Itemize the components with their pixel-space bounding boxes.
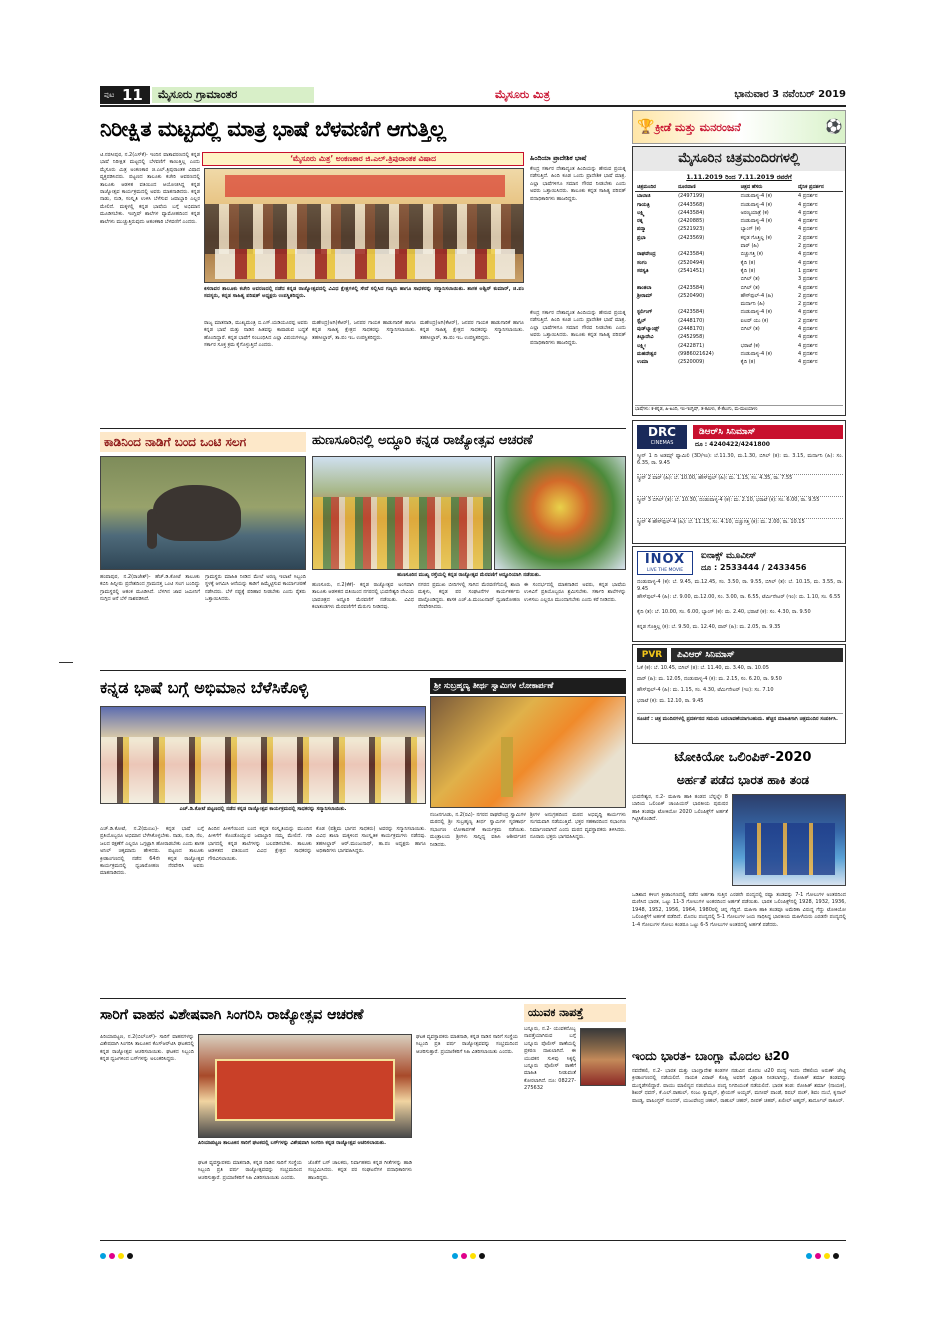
theatre-cell: (2452958) bbox=[678, 334, 705, 341]
theatre-cell: ರತ್ನ bbox=[637, 218, 643, 225]
inox-line-1: ದಂಡುಪಾಳ್ಯ-4 (ಕ): ಬೆ. 9.45, ಮ.12.45, ಸಂ. 3.50, ರಾ. 9.55, ಬಿಗಿಲ್ (ತ): ಬೆ. 10.15, ಮ. 3.55, ರಾ. 9.45 bbox=[637, 579, 843, 593]
rule-main-bottom bbox=[100, 428, 626, 429]
main-side-body: ಕೇಂದ್ರ ಸರ್ಕಾರ ದೇಶಾದ್ಯಂತ ಹಿಂದಿಯನ್ನು ಹೇರುವ ಪ್ರಯತ್ನ ನಡೆಸುತ್ತಿದೆ. ಹಿಂದಿ ಕೂಡ ಒಂದು ಪ್ರಾದೇಶಿಕ ಭಾಷೆ ಮಾತ್ರ. ಎಲ್ಲಾ ಭಾಷೆಗಳಿಗೂ ಸಮಾನ ಗೌರವ ನೀಡಬೇಕು ಎಂದು ಅವರು ಒತ್ತಾಯಿಸಿದರು. ತಾಲೂಕು ಕನ್ನಡ ಸಾಹಿತ್ಯ ಪರಿಷತ್ ಪದಾಧಿಕಾರಿಗಳು ಹಾಜರಿದ್ದರು. bbox=[530, 166, 626, 202]
theatre-cell: 4 ಪ್ರದರ್ಶನ bbox=[798, 342, 818, 349]
dot-yellow bbox=[470, 1253, 476, 1259]
theatre-cell: 4 ಪ್ರದರ್ಶನ bbox=[798, 359, 818, 366]
rule-bottom bbox=[100, 1240, 846, 1241]
theatre-cell: ಪದ್ಮಾ bbox=[637, 226, 646, 233]
theatre-cell: ದಂಡುಪಾಳ್ಯ-4 (ಕ) bbox=[740, 309, 772, 316]
drc-box bbox=[632, 420, 846, 544]
sports-banner-text: ಕ್ರೀಡೆ ಮತ್ತು ಮನರಂಜನೆ bbox=[655, 121, 741, 134]
theatre-cell bbox=[676, 242, 739, 250]
theatre-cell: ಸ್ಟರ್ಲಿಂಗ್ bbox=[637, 309, 653, 316]
elephant-photo bbox=[100, 456, 306, 570]
masthead-rule bbox=[100, 105, 846, 107]
main-photo bbox=[204, 168, 524, 283]
dot-cyan bbox=[452, 1253, 458, 1259]
olympic-kicker: ಟೋಕಿಯೋ ಒಲಿಂಪಿಕ್-2020 bbox=[674, 750, 812, 765]
theatre-cell: ಗಾಯತ್ರಿ bbox=[637, 201, 650, 208]
temple-body-col1: ನಂಜನಗೂಡು, ನ.2(ರವಿ)- ನಗರದ ರಾಘವೇಂದ್ರ ಸ್ವಾಮಿಗಳ ಮಠದಲ್ಲಿ ಶ್ರೀ ಸುಬ್ರಹ್ಮಣ್ಯ ತೀರ್ಥ ಸ್ವಾಮಿಗಳ ಸ್ಮರಣಾರ್ಥ ಸಭಾಂಗಣ ಲೋಕಾರ್ಪಣೆ ಕಾರ್ಯಕ್ರಮ ನಡೆಯಿತು. ಮಂತ್ರಾಲಯ ಶ್ರೀಗಳು ಸಾನ್ನಿಧ್ಯ ವಹಿಸಿ ಆಶೀರ್ವಚನ ನೀಡಿದರು. bbox=[430, 812, 526, 848]
inox-logo-sub: LIVE THE MOVIE bbox=[646, 568, 684, 573]
main-body-col2: ರಾಜ್ಯ ಮಾತನಾಡಿ, ಮುಖ್ಯಮಂತ್ರಿ ಬಿ.ಎಸ್.ಯಡಿಯೂರಪ್ಪ ಅವರು ಕನ್ನಡ ಭಾಷೆ ಮತ್ತು ನಾಡಿನ ಹಿತವನ್ನು ಕಾಪಾಡುವ ಬದ್ಧತೆ ಹೊಂದಿದ್ದಾರೆ. ಕನ್ನಡ ಭಾಷೆಗೆ ಸಂಬಂಧಿಸಿದ ಎಲ್ಲಾ ವಿಷಯಗಳಲ್ಲೂ ಸರ್ಕಾರ ಸೂಕ್ತ ಕ್ರಮ ಕೈಗೊಳ್ಳುತ್ತಿದೆ ಎಂದರು. bbox=[204, 320, 308, 349]
theatre-cell: ಶಾಂತಲಾ bbox=[637, 284, 652, 291]
theatre-cell: ಕೈದಿ (ತ) bbox=[740, 267, 756, 274]
inox-line-3: ಕೈದಿ (ತ): ಬೆ. 10.00, ಸಂ. 6.00, ಬ್ಯಾಂಗ್ (ಕ): ಮ. 2.40, ಭರಾಟೆ (ಕ): ಸಂ. 4.30, ರಾ. 9.50 bbox=[637, 609, 811, 615]
theatre-cell: (2423584) bbox=[678, 284, 705, 291]
theatre-cell: 4 ಪ್ರದರ್ಶನ bbox=[798, 209, 818, 216]
theatre-cell: ಶ್ರೀರಾಮ್ bbox=[637, 292, 653, 299]
drc-logo-sub: CINEMAS bbox=[650, 440, 674, 446]
dot-black bbox=[127, 1253, 133, 1259]
theatre-cell: (2423584) bbox=[678, 309, 705, 316]
theatre-cell: (2541451) bbox=[678, 267, 705, 274]
inox-schedule bbox=[637, 579, 843, 639]
theatre-cell bbox=[676, 300, 739, 308]
hockey-players bbox=[745, 823, 835, 875]
theatre-row bbox=[635, 234, 843, 242]
photo-seated-row bbox=[215, 249, 515, 279]
theatre-cell: ಲಕ್ಷ್ಮಿ bbox=[637, 209, 645, 216]
theatre-cell: ಕೈದಿ (ತ) bbox=[740, 259, 756, 266]
dot-magenta bbox=[815, 1253, 821, 1259]
theatre-row bbox=[635, 217, 843, 225]
theatre-row bbox=[635, 250, 843, 258]
theatre-cell: (2443584) bbox=[678, 209, 705, 216]
theatre-cell: 4 ಪ್ರದರ್ಶನ bbox=[798, 334, 818, 341]
vehicle-body-col2: ಘಟಕ ವ್ಯವಸ್ಥಾಪಕರು ಮಾತನಾಡಿ, ಕನ್ನಡ ನಾಡಿನ ಸಾರಿಗೆ ಸಂಸ್ಥೆಯ ಸಿಬ್ಬಂದಿ ಪ್ರತಿ ವರ್ಷ ರಾಜ್ಯೋತ್ಸವವನ್ನು ಸಂಭ್ರಮದಿಂದ ಆಚರಿಸುತ್ತಾರೆ. ಪ್ರಯಾಣಿಕರಿಗೆ ಸಿಹಿ ವಿತರಿಸಲಾಯಿತು ಎಂದರು. bbox=[198, 1160, 302, 1181]
theatre-cell: 4 ಪ್ರದರ್ಶನ bbox=[798, 251, 818, 258]
vehicle-photo bbox=[198, 1034, 412, 1138]
t20-body: ನವದೆಹಲಿ, ನ.2- ಭಾರತ ಮತ್ತು ಬಾಂಗ್ಲಾದೇಶ ತಂಡಗಳ ನಡುವಿನ ಮೊದಲ ಟಿ20 ಪಂದ್ಯ ಇಂದು ದೆಹಲಿಯ ಅರುಣ್ ಜೇಟ್ಲಿ ಕ್ರೀಡಾಂಗಣದಲ್ಲಿ ನಡೆಯಲಿದೆ. ನಾಯಕ ವಿರಾಟ್ ಕೊಹ್ಲಿ ಅವರಿಗೆ ವಿಶ್ರಾಂತಿ ನೀಡಲಾಗಿದ್ದು, ರೋಹಿತ್ ಶರ್ಮಾ ತಂಡವನ್ನು ಮುನ್ನಡೆಸಲಿದ್ದಾರೆ. ವಾಯು ಮಾಲಿನ್ಯದ ನಡುವೆಯೂ ಪಂದ್ಯ ನಿಗದಿಯಂತೆ ನಡೆಯಲಿದೆ. ಭಾರತ ತಂಡ: ರೋಹಿತ್ ಶರ್ಮಾ (ನಾಯಕ), ಶಿಖರ್ ಧವನ್, ಕೆ.ಎಲ್.ರಾಹುಲ್, ಸಂಜು ಸ್ಯಾಮ್ಸನ್, ಶ್ರೇಯಸ್ ಅಯ್ಯರ್, ಮನೀಷ್ ಪಾಂಡೆ, ರಿಷಭ್ ಪಂತ್, ಶಿವಂ ದುಬೆ, ಕೃನಾಲ್ ಪಾಂಡ್ಯ, ವಾಷಿಂಗ್ಟನ್ ಸುಂದರ್, ಯಜುವೇಂದ್ರ ಚಹಲ್, ರಾಹುಲ್ ಚಹರ್, ದೀಪಕ್ ಚಹರ್, ಖಲೀಲ್ ಅಹ್ಮದ್, ಶಾರ್ದೂಲ್ ಠಾಕೂರ್. bbox=[632, 1068, 846, 1104]
page-number-box bbox=[100, 86, 150, 104]
temple-photo bbox=[430, 696, 626, 808]
theatre-box bbox=[632, 146, 846, 416]
pride-people bbox=[101, 737, 426, 803]
theatre-header-cell: ದೂರವಾಣಿ bbox=[676, 183, 739, 192]
photo-banner-text: ‘ಮೈಸೂರು ಮಿತ್ರ’ ಅಂಕಣಕಾರ ಜಿ.ಎಲ್.ತ್ರಿಪುರಾಂತಕ ವಿಷಾದ bbox=[290, 154, 436, 163]
drc-schedule bbox=[637, 453, 843, 541]
theatre-cell: ಪ್ರಭಾ bbox=[637, 234, 646, 241]
elephant-trunk bbox=[147, 509, 157, 549]
drc-title: ಡಿಆರ್‌ಸಿ ಸಿನಿಮಾಸ್ bbox=[693, 425, 843, 439]
hunsur-body-col3: ಈ ಸಂದರ್ಭದಲ್ಲಿ ಮಾತನಾಡಿದ ಅವರು, ಕನ್ನಡ ಭಾಷೆಯ ಉಳಿವಿಗೆ ಪ್ರತಿಯೊಬ್ಬರೂ ಶ್ರಮಿಸಬೇಕು. ಸರ್ಕಾರಿ ಶಾಲೆಗಳನ್ನು ಉಳಿಸಲು ಎಲ್ಲರೂ ಮುಂದಾಗಬೇಕು ಎಂದು ಕರೆ ನೀಡಿದರು. bbox=[524, 582, 626, 603]
page-number: 11 bbox=[122, 86, 143, 104]
dot-cyan bbox=[100, 1253, 106, 1259]
theatre-cell: ಅರಣ್ಯಯಾತ್ರೆ (ಕ) bbox=[740, 209, 769, 216]
pvr-line-3: ಹೌಸ್‌ಫುಲ್-4 (ಹಿ): ಮ. 1.15, ಸಂ. 4.30, ಟೆರ್ಮಿನೇಟರ್ (ಇಂ): ಸಂ. 7.10 bbox=[637, 687, 774, 693]
theatre-cell: ಭರಾಟೆ (ಕ) bbox=[740, 342, 760, 349]
rule-mid bbox=[100, 670, 626, 671]
sports-banner bbox=[632, 110, 846, 144]
theatre-row bbox=[635, 358, 843, 366]
main-body-col1: ಟಿ.ನರಸೀಪುರ, ನ.2(ಎಸ್‌ಕೆ)- ಇಂದಿನ ವಾತಾವರಣದಲ್ಲಿ ಕನ್ನಡ ಭಾಷೆ ನಿರೀಕ್ಷಿತ ಮಟ್ಟದಲ್ಲಿ ಬೆಳವಣಿಗೆ ಕಾಣುತ್ತಿಲ್ಲ ಎಂದು ಮೈಸೂರು ಮಿತ್ರ ಅಂಕಣಕಾರ ಜಿ.ಎಲ್.ತ್ರಿಪುರಾಂತಕ ವಿಷಾದ ವ್ಯಕ್ತಪಡಿಸಿದರು. ಪಟ್ಟಣದ ತಾಲೂಕು ಕಚೇರಿ ಆವರಣದಲ್ಲಿ ತಾಲೂಕು ಆಡಳಿತ ವತಿಯಿಂದ ಆಯೋಜಿಸಿದ್ದ ಕನ್ನಡ ರಾಜ್ಯೋತ್ಸವ ಕಾರ್ಯಕ್ರಮದಲ್ಲಿ ಅವರು ಮಾತನಾಡಿದರು. ಕನ್ನಡ ನಾಡು, ನುಡಿ, ಸಂಸ್ಕೃತಿ ಉಳಿಸಿ ಬೆಳೆಸುವ ಜವಾಬ್ದಾರಿ ಎಲ್ಲರ ಮೇಲಿದೆ. ಮಕ್ಕಳಲ್ಲಿ ಕನ್ನಡ ಭಾಷೆಯ ಬಗ್ಗೆ ಅಭಿಮಾನ ಮೂಡಿಸಬೇಕು. ಇಂಗ್ಲಿಷ್ ಶಾಲೆಗಳ ವ್ಯಾಮೋಹದಿಂದ ಕನ್ನಡ ಶಾಲೆಗಳು ಮುಚ್ಚುತ್ತಿರುವುದು ಆತಂಕಕಾರಿ ಬೆಳವಣಿಗೆ ಎಂದರು. bbox=[100, 152, 200, 225]
hunsur-photo-2 bbox=[494, 456, 626, 570]
theatre-cell: 4 ಪ್ರದರ್ಶನ bbox=[798, 326, 818, 333]
hunsur-photo-1 bbox=[312, 456, 492, 570]
theatre-cell: 4 ಪ್ರದರ್ಶನ bbox=[798, 284, 818, 291]
temple-lamp bbox=[501, 737, 513, 797]
theatre-cell: (2521923) bbox=[678, 226, 705, 233]
theatre-row bbox=[635, 350, 843, 358]
theatre-title: ಮೈಸೂರಿನ ಚಿತ್ರಮಂದಿರಗಳಲ್ಲಿ bbox=[633, 147, 845, 171]
dot-magenta bbox=[109, 1253, 115, 1259]
drc-logo bbox=[637, 425, 687, 449]
hockey-photo bbox=[732, 794, 846, 886]
pvr-line-1: ಓಕೆ (ಕ): ಬೆ. 10.45, ಬಿಗಿಲ್ (ತ): ಬೆ. 11.40, ಮ. 3.40, ರಾ. 10.05 bbox=[637, 665, 769, 671]
theatre-row bbox=[635, 275, 843, 283]
vehicle-body-col4: ಘಟಕ ವ್ಯವಸ್ಥಾಪಕರು ಮಾತನಾಡಿ, ಕನ್ನಡ ನಾಡಿನ ಸಾರಿಗೆ ಸಂಸ್ಥೆಯ ಸಿಬ್ಬಂದಿ ಪ್ರತಿ ವರ್ಷ ರಾಜ್ಯೋತ್ಸವವನ್ನು ಸಂಭ್ರಮದಿಂದ ಆಚರಿಸುತ್ತಾರೆ. ಪ್ರಯಾಣಿಕರಿಗೆ ಸಿಹಿ ವಿತರಿಸಲಾಯಿತು ಎಂದರು. bbox=[416, 1034, 518, 1055]
theatre-cell: 4 ಪ್ರದರ್ಶನ bbox=[798, 201, 818, 208]
theatre-row bbox=[635, 342, 843, 350]
vehicle-headline: ಸಾರಿಗೆ ವಾಹನ ವಿಶೇಷವಾಗಿ ಸಿಂಗರಿಸಿ ರಾಜ್ಯೋತ್ಸವ ಆಚರಣೆ bbox=[100, 1007, 364, 1023]
theatre-cell: ತಿಬ್ಬಾದೇವಿ bbox=[637, 334, 654, 341]
theatre-cell: ದಂಡುಪಾಳ್ಯ-4 (ಕ) bbox=[740, 201, 772, 208]
theatre-row bbox=[635, 192, 843, 201]
registration-dots-left bbox=[100, 1244, 136, 1263]
theatre-cell: 4 ಪ್ರದರ್ಶನ bbox=[798, 193, 818, 200]
pride-headline: ಕನ್ನಡ ಭಾಷೆ ಬಗ್ಗೆ ಅಭಿಮಾನ ಬೆಳೆಸಿಕೊಳ್ಳಿ bbox=[100, 678, 309, 697]
drc-line-2: ಸ್ಕ್ರೀನ್ 2 ವಾರ್ (ಹಿ): ಬೆ. 10.00, ಹೌಸ್‌ಫುಲ್ (ಹಿ): ಮ. 1.15, ಸಂ. 4.35, ರಾ. 7.55 bbox=[637, 475, 843, 497]
theatre-footnote: ಭಾಷೆಗಳು: ಕ-ಕನ್ನಡ, ಹಿ-ಹಿಂದಿ, ಇಂ-ಇಂಗ್ಲಿಷ್, ತ-ತಮಿಳು, ತೆ-ತೆಲುಗು, ಮ-ಮಲಯಾಳಂ bbox=[635, 405, 843, 414]
missing-body: ಬನ್ನೂರು, ನ.2- ಯುವಕನೊಬ್ಬ ನಾಪತ್ತೆಯಾಗಿರುವ ಬಗ್ಗೆ ಬನ್ನೂರು ಪೊಲೀಸ್ ಠಾಣೆಯಲ್ಲಿ ಪ್ರಕರಣ ದಾಖಲಾಗಿದೆ. ಈ ಯುವಕನ ಸುಳಿವು ಸಿಕ್ಕಲ್ಲಿ ಬನ್ನೂರು ಪೊಲೀಸ್ ಠಾಣೆಗೆ ಮಾಹಿತಿ ನೀಡುವಂತೆ ಕೋರಲಾಗಿದೆ. ದೂ: 08227-275632 bbox=[524, 1026, 576, 1092]
theatre-cell: (2448170) bbox=[678, 317, 705, 324]
ball-icon: ⚽ bbox=[825, 119, 843, 135]
temple-headline: ಶ್ರೀ ಸುಬ್ರಹ್ಮಣ್ಯ ತೀರ್ಥ ಸ್ವಾಮಿಗಳ ಲೋಕಾರ್ಪಣೆ bbox=[430, 678, 626, 694]
theatre-cell: (2423584) bbox=[678, 251, 705, 258]
main-photo-caption: ಕಿಸರಾವರ ತಾಲೂಕು ಕಚೇರಿ ಆವರಣದಲ್ಲಿ ನಡೆದ ಕನ್ನಡ ರಾಜ್ಯೋತ್ಸವದಲ್ಲಿ ವಿವಿಧ ಕ್ಷೇತ್ರಗಳಲ್ಲಿ ಸೇವೆ ಸಲ್ಲಿಸಿದ ಗಣ್ಯರು ಹಾಗೂ ಸಾಧಕರನ್ನು ಸನ್ಮಾನಿಸಲಾಯಿತು. ಶಾಸಕ ಅಶ್ವಿನ್ ಕುಮಾರ್, ಜಿ.ಪಂ ಸದಸ್ಯರು, ಕನ್ನಡ ಸಾಹಿತ್ಯ ಪರಿಷತ್ ಅಧ್ಯಕ್ಷರು ಉಪಸ್ಥಿತರಿದ್ದರು. bbox=[204, 286, 524, 300]
date-line: ಭಾನುವಾರ 3 ನವೆಂಬರ್ 2019 bbox=[734, 89, 846, 100]
pride-body-col2: ಹಿಂದಿನ ಪೀಳಿಗೆಯಿಂದ ಬಂದ ಕನ್ನಡ ಸಂಸ್ಕೃತಿಯನ್ನು ಮುಂದಿನ ಪೀಳಿಗೆಗೆ ಕೊಂಡೊಯ್ಯುವ ಜವಾಬ್ದಾರಿ ನಮ್ಮ ಮೇಲಿದೆ. ಗಡಿ ಭಾಗದಲ್ಲಿ ಕನ್ನಡ ಶಾಲೆಗಳನ್ನು ಬಲಪಡಿಸಬೇಕು. ತಾಲೂಕು ಆಡಳಿತದ ವತಿಯಿಂದ ವಿವಿಧ ಕ್ಷೇತ್ರದ ಸಾಧಕರನ್ನು ಗೌರವಿಸಲಾಯಿತು. bbox=[208, 826, 312, 862]
hunsur-body-col1: ಹುಣಸೂರು, ನ.2(ಕೆಕೆ)- ಕನ್ನಡ ರಾಜ್ಯೋತ್ಸವ ಅಂಗವಾಗಿ ತಾಲೂಕು ಆಡಳಿತದ ವತಿಯಿಂದ ನಗರದಲ್ಲಿ ಭುವನೇಶ್ವರಿ ದೇವಿಯ ಭಾವಚಿತ್ರದ ಅದ್ಧೂರಿ ಮೆರವಣಿಗೆ ನಡೆಯಿತು. ವಿವಿಧ ಕಲಾತಂಡಗಳು ಮೆರವಣಿಗೆಗೆ ಮೆರುಗು ನೀಡಿದವು. bbox=[312, 582, 414, 611]
theatre-cell: ಐಲವ್ ಯು (ಕ) bbox=[740, 317, 769, 324]
theatre-cell: (2520009) bbox=[678, 359, 705, 366]
theatre-cell bbox=[676, 275, 739, 283]
theatre-cell: 2 ಪ್ರದರ್ಶನ bbox=[798, 292, 818, 299]
photo-banner bbox=[202, 152, 524, 166]
theatre-row bbox=[635, 267, 843, 275]
theatre-cell: ವಾರ್ (ಹಿ) bbox=[740, 243, 759, 250]
theatre-row bbox=[635, 242, 843, 250]
theatre-header-cell: ದೈನಿಕ ಪ್ರದರ್ಶನ bbox=[796, 183, 843, 192]
theatre-row bbox=[635, 300, 843, 308]
theatre-row bbox=[635, 225, 843, 233]
main-body-col4: ಮಹೇಂದ್ರ(ಅಗಿ(ಕೆಆರ್), ಜನಪರ ಗಾಯಕ ಹಾಡುಗಾರಿಕೆ ಹಾಗೂ ಕನ್ನಡ ಸಾಹಿತ್ಯ ಕ್ಷೇತ್ರದ ಸಾಧಕರನ್ನು ಸನ್ಮಾನಿಸಲಾಯಿತು. ತಹಸೀಲ್ದಾರ್, ತಾ.ಪಂ ಇಒ ಉಪಸ್ಥಿತರಿದ್ದರು. bbox=[420, 320, 524, 341]
elephant-body-col1: ಹಂಪಾಪುರ, ನ.2(ರಾಜೇಶ್)- ಹೆಚ್.ಡಿ.ಕೋಟೆ ತಾಲೂಕು ಕಬಿನಿ ಹಿನ್ನೀರು ಪ್ರದೇಶದಿಂದ ಗ್ರಾಮದತ್ತ ಒಂಟಿ ಸಲಗ ಬಂದಿದ್ದು ಗ್ರಾಮಸ್ಥರಲ್ಲಿ ಆತಂಕ ಮೂಡಿಸಿದೆ. ಬೆಳಗಿನ ಜಾವ ಜಮೀನಿಗೆ ನುಗ್ಗಿದ ಆನೆ ಬೆಳೆ ನಾಶಪಡಿಸಿದೆ. bbox=[100, 574, 200, 603]
main-body-col3: ಮಹೇಂದ್ರ(ಅಗಿ(ಕೆಆರ್), ಜನಪರ ಗಾಯಕ ಹಾಡುಗಾರಿಕೆ ಹಾಗೂ ಕನ್ನಡ ಸಾಹಿತ್ಯ ಕ್ಷೇತ್ರದ ಸಾಧಕರನ್ನು ಸನ್ಮಾನಿಸಲಾಯಿತು. ತಹಸೀಲ್ದಾರ್, ತಾ.ಪಂ ಇಒ ಉಪಸ್ಥಿತರಿದ್ದರು. bbox=[312, 320, 416, 341]
hunsur-body-col2: ನಗರದ ಪ್ರಮುಖ ಬೀದಿಗಳಲ್ಲಿ ಸಾಗಿದ ಮೆರವಣಿಗೆಯಲ್ಲಿ ಶಾಲಾ ಮಕ್ಕಳು, ಕನ್ನಡ ಪರ ಸಂಘಟನೆಗಳ ಕಾರ್ಯಕರ್ತರು ಪಾಲ್ಗೊಂಡಿದ್ದರು. ಶಾಸಕ ಎಚ್.ಪಿ.ಮಂಜುನಾಥ್ ಧ್ವಜಾರೋಹಣ ನೆರವೇರಿಸಿದರು. bbox=[418, 582, 520, 611]
photo-people-row bbox=[205, 204, 524, 254]
inox-box bbox=[632, 546, 846, 642]
drc-line-4: ಸ್ಕ್ರೀನ್ 4 ಹೌಸ್‌ಫುಲ್-4 (ಹಿ): ಬೆ. 11.15, ಸಂ. 4.10, ಬಿಚ್ಚುಗತ್ತಿ (ಕ): ಮ. 2.00, ರಾ. 10.15 bbox=[637, 519, 805, 525]
pvr-note: ಸೂಚನೆ : ಚಿತ್ರ ಮಂದಿರಗಳಲ್ಲಿ ಪ್ರದರ್ಶನದ ಸಮಯ ಬದಲಾವಣೆಯಾಗಬಹುದು. ಹೆಚ್ಚಿನ ಮಾಹಿತಿಗಾಗಿ ಚಿತ್ರಮಂದಿರ ಸಂಪರ್ಕಿಸಿ. bbox=[637, 713, 843, 741]
theatre-cell: ಬಿಗಿಲ್ (ತ) bbox=[740, 284, 760, 291]
inox-line-4: ಕನ್ನಡ ಗೊತ್ತಿಲ್ಲ (ಕ): ಬೆ. 9.50, ಮ. 12.40, ವಾರ್ (ಹಿ): ಮ. 2.05, ರಾ. 9.35 bbox=[637, 624, 781, 630]
drc-logo-text: DRC bbox=[647, 425, 676, 439]
pride-photo bbox=[100, 706, 426, 804]
theatre-cell: 4 ಪ್ರದರ್ಶನ bbox=[798, 226, 818, 233]
masthead bbox=[100, 86, 846, 104]
theatre-cell: ಕನ್ನಡ ಗೊತ್ತಿಲ್ಲ (ಕ) bbox=[740, 234, 772, 241]
registration-dots-right bbox=[806, 1244, 842, 1263]
theatre-cell: ಬಿಗಿಲ್ (ತ) bbox=[740, 276, 760, 283]
theatre-header-cell: ಚಿತ್ರದ ಹೆಸರು bbox=[739, 183, 796, 192]
theatre-cell: ಲಕ್ಷ್ಮೀ bbox=[637, 342, 646, 349]
paper-logo: ಮೈಸೂರು ಮಿತ್ರ bbox=[495, 88, 550, 101]
missing-headline: ಯುವಕ ನಾಪತ್ತೆ bbox=[524, 1004, 626, 1022]
theatre-cell bbox=[739, 333, 796, 341]
main-side-title: ಹಿಂದಿಯಾ ಪ್ರಾದೇಶಿಕ ಭಾಷೆ bbox=[530, 154, 587, 162]
theatre-row bbox=[635, 325, 843, 333]
theatre-cell: 4 ಪ್ರದರ್ಶನ bbox=[798, 259, 818, 266]
theatre-cell: (9986021624) bbox=[678, 350, 714, 357]
theatre-cell: ಬಾಲಾಜಿ bbox=[637, 193, 651, 200]
section-label: ಮೈಸೂರು ಗ್ರಾಮಾಂತರ bbox=[152, 87, 314, 103]
dot-yellow bbox=[118, 1253, 124, 1259]
pride-body-col3: ಕೊಡ (ಪಶ್ಚಿಮ ಭಾಗದ ಸಾಧಕರು) ಅವರನ್ನು ಸನ್ಮಾನಿಸಲಾಯಿತು. ವಿವಿಧ ಶಾಲಾ ಮಕ್ಕಳಿಂದ ಸಾಂಸ್ಕೃತಿಕ ಕಾರ್ಯಕ್ರಮಗಳು ನಡೆದವು. ತಹಸೀಲ್ದಾರ್ ಆರ್.ಮಂಜುನಾಥ್, ತಾ.ಪಂ ಅಧ್ಯಕ್ಷರು ಹಾಗೂ ಅಧಿಕಾರಿಗಳು ಭಾಗವಹಿಸಿದ್ದರು. bbox=[316, 826, 426, 855]
theatre-cell: (2443568) bbox=[678, 201, 705, 208]
theatre-cell: ಕೈದಿ (ತ) bbox=[740, 359, 756, 366]
theatre-cell: ಮಹದೇಶ್ವರ bbox=[637, 350, 657, 357]
pvr-logo: PVR bbox=[637, 648, 667, 662]
theatre-cell: (2423569) bbox=[678, 234, 705, 241]
theatre-cell: ಬಿಚ್ಚುಗತ್ತಿ (ಕ) bbox=[740, 251, 763, 258]
theatre-cell bbox=[635, 300, 676, 308]
hunsur-crowd bbox=[313, 497, 492, 570]
inox-logo bbox=[637, 551, 693, 575]
theatre-cell: 2 ಪ್ರದರ್ಶನ bbox=[798, 317, 818, 324]
theatre-row bbox=[635, 317, 843, 325]
olympic-body-top: ಭುವನೇಶ್ವರ, ನ.2- ಮಹಿಳಾ ಹಾಕಿ ತಂಡದ ಬೆನ್ನಲ್ಲೇ 8 ಬಾರಿಯ ಒಲಿಂಪಿಕ್ ಚಾಂಪಿಯನ್ ಭಾರತೀಯ ಪುರುಷರ ಹಾಕಿ ತಂಡವೂ ಟೋಕಿಯೋ 2020 ಒಲಿಂಪಿಕ್ಸ್‌ಗೆ ಅರ್ಹತೆ ಗಿಟ್ಟಿಸಿಕೊಂಡಿದೆ. bbox=[632, 794, 728, 823]
theatre-cell: ಬ್ಯಾಂಗ್ (ಕ) bbox=[740, 226, 761, 233]
main-headline: ನಿರೀಕ್ಷಿತ ಮಟ್ಟದಲ್ಲಿ ಮಾತ್ರ ಭಾಷೆ ಬೆಳವಣಿಗೆ ಆಗುತ್ತಿಲ್ಲ bbox=[100, 117, 446, 141]
theatre-row bbox=[635, 259, 843, 267]
theatre-cell: 4 ಪ್ರದರ್ಶನ bbox=[798, 309, 818, 316]
theatre-cell: ಉಮಾ bbox=[637, 359, 649, 366]
theatre-header-cell: ಚಿತ್ರಮಂದಿರ bbox=[635, 183, 676, 192]
theatre-row bbox=[635, 292, 843, 300]
dot-cyan bbox=[806, 1253, 812, 1259]
olympic-body-main: ಒಡಿಶಾದ ಕಳಿಂಗ ಕ್ರೀಡಾಂಗಣದಲ್ಲಿ ನಡೆದ ಅರ್ಹತಾ ಸುತ್ತಿನ ಎರಡನೇ ಪಂದ್ಯದಲ್ಲಿ ರಷ್ಯಾ ತಂಡವನ್ನು 7-1 ಗೋಲುಗಳ ಅಂತರದಿಂದ ಮಣಿಸಿದ ಭಾರತ, ಒಟ್ಟು 11-3 ಗೋಲುಗಳ ಅಂತರದಿಂದ ಅರ್ಹತೆ ಪಡೆಯಿತು. ಭಾರತ ಒಲಿಂಪಿಕ್ಸ್‌ನಲ್ಲಿ 1928, 1932, 1936, 1948, 1952, 1956, 1964, 1980ರಲ್ಲಿ ಚಿನ್ನ ಗೆದ್ದಿದೆ. ಮಹಿಳಾ ಹಾಕಿ ತಂಡವೂ ಅಮೆರಿಕಾ ವಿರುದ್ಧ ಗೆದ್ದು ಟೋಕಿಯೋ ಒಲಿಂಪಿಕ್ಸ್‌ಗೆ ಅರ್ಹತೆ ಪಡೆದಿದೆ. ಮೊದಲ ಪಂದ್ಯದಲ್ಲಿ 5-1 ಗೋಲುಗಳ ಜಯ ಸಾಧಿಸಿದ್ದ ಭಾರತೀಯ ಮಹಿಳೆಯರು ಎರಡನೇ ಪಂದ್ಯದಲ್ಲಿ 1-4 ಗೋಲುಗಳ ಸೋಲು ಕಂಡರೂ ಒಟ್ಟು 6-5 ಗೋಲುಗಳ ಅಂತರದಲ್ಲಿ ಅರ್ಹತೆ ಪಡೆದರು. bbox=[632, 892, 846, 928]
theatre-cell: (2420885) bbox=[678, 218, 705, 225]
theatre-cell: ದಂಡುಪಾಳ್ಯ-4 (ಕ) bbox=[740, 193, 772, 200]
theatre-row bbox=[635, 308, 843, 316]
theatre-cell: (2520494) bbox=[678, 259, 705, 266]
trophy-icon: 🏆 bbox=[637, 119, 655, 135]
theatre-cell bbox=[635, 242, 676, 250]
elephant-figure bbox=[153, 485, 241, 541]
rule-lower bbox=[100, 998, 626, 999]
registration-dots-center bbox=[452, 1244, 488, 1263]
theatre-cell: ಸಂಗಂ bbox=[637, 259, 647, 266]
theatre-cell: (2520490) bbox=[678, 292, 705, 299]
dot-black bbox=[479, 1253, 485, 1259]
theatre-cell: ಸ್ಟೈಲ್ bbox=[637, 317, 646, 324]
elephant-body-col2: ಗ್ರಾಮಸ್ಥರು ಮಾಹಿತಿ ನೀಡಿದ ಮೇಲೆ ಅರಣ್ಯ ಇಲಾಖೆ ಸಿಬ್ಬಂದಿ ಸ್ಥಳಕ್ಕೆ ಆಗಮಿಸಿ ಆನೆಯನ್ನು ಕಾಡಿಗೆ ಹಿಮ್ಮೆಟ್ಟಿಸುವ ಕಾರ್ಯಾಚರಣೆ ನಡೆಸಿದರು. ಬೆಳೆ ನಷ್ಟಕ್ಕೆ ಪರಿಹಾರ ನೀಡಬೇಕು ಎಂದು ರೈತರು ಒತ್ತಾಯಿಸಿದರು. bbox=[205, 574, 306, 603]
pvr-line-4: ಭರಾಟೆ (ಕ): ಮ. 12.10, ರಾ. 9.45 bbox=[637, 698, 704, 704]
theatre-cell: ಬಿಗಿಲ್ (ತ) bbox=[740, 326, 760, 333]
theatre-date-range: 1.11.2019 ರಿಂದ 7.11.2019 ರವರೆಗೆ bbox=[686, 173, 792, 181]
theatre-cell: 1 ಪ್ರದರ್ಶನ bbox=[798, 267, 818, 274]
theatre-cell: ಮರ್ದಾನಿ (ಹಿ) bbox=[740, 301, 765, 308]
photo-stage-banner bbox=[225, 175, 505, 197]
theatre-cell: (2422871) bbox=[678, 342, 705, 349]
drc-line-3: ಸ್ಕ್ರೀನ್ 3 ಬಿಗಿಲ್ (ತ): ಬೆ. 10.30, ದಂಡುಪಾಳ್ಯ-4 (ಕ): ಮ. 2.10, ಭರಾಟೆ (ಕ): ಸಂ. 6.00, ರಾ. 9.55 bbox=[637, 497, 843, 519]
pride-photo-caption: ಎಚ್.ಡಿ.ಕೋಟೆ ಪಟ್ಟಣದಲ್ಲಿ ನಡೆದ ಕನ್ನಡ ರಾಜ್ಯೋತ್ಸವ ಕಾರ್ಯಕ್ರಮದಲ್ಲಿ ಸಾಧಕರನ್ನು ಸನ್ಮಾನಿಸಲಾಯಿತು. bbox=[179, 806, 347, 812]
theatre-row bbox=[635, 209, 843, 217]
theatre-cell: 4 ಪ್ರದರ್ಶನ bbox=[798, 350, 818, 357]
t20-headline: ಇಂದು ಭಾರತ- ಬಾಂಗ್ಲಾ ಮೊದಲ ಟಿ20 bbox=[632, 1049, 790, 1063]
inox-phone: ದೂ : 2533444 / 2433456 bbox=[701, 563, 807, 572]
vehicle-body-col3: ಜೊತೆಗೆ ಬಸ್ ಚಾಲಕರು, ನಿರ್ವಾಹಕರು ಕನ್ನಡ ಗೀತೆಗಳನ್ನು ಹಾಡಿ ಸಂಭ್ರಮಿಸಿದರು. ಕನ್ನಡ ಪರ ಸಂಘಟನೆಗಳ ಪದಾಧಿಕಾರಿಗಳು ಹಾಜರಿದ್ದರು. bbox=[308, 1160, 412, 1181]
page-label: ಪುಟ bbox=[104, 91, 115, 99]
pvr-title: ಪಿವಿಆರ್ ಸಿನಿಮಾಸ್ bbox=[671, 648, 843, 662]
hunsur-photo-caption: ಹುಣಸೂರಿನ ಮುಖ್ಯ ರಸ್ತೆಯಲ್ಲಿ ಕನ್ನಡ ರಾಜ್ಯೋತ್ಸವ ಮೆರವಣಿಗೆ ಅದ್ಧೂರಿಯಾಗಿ ನಡೆಯಿತು. bbox=[397, 572, 541, 578]
drc-line-1: ಸ್ಕ್ರೀನ್ 1 ದಿ ಅಡಮ್ಸ್ ಫ್ಯಾಮಿಲಿ (3D/ಇಂ): ಬೆ.11.30, ಮ.1.30, ಬಿಗಿಲ್ (ತ): ಮ. 3.15, ಮರ್ದಾನಿ (ಹಿ): ಸಂ. 6.35, ರಾ. 9.45 bbox=[637, 453, 843, 475]
theatre-cell: ದಂಡುಪಾಳ್ಯ-4 (ಕ) bbox=[740, 350, 772, 357]
inox-line-2: ಹೌಸ್‌ಫುಲ್-4 (ಹಿ): ಬೆ. 9.00, ಮ.12.00, ಸಂ. 3.00, ರಾ. 6.55, ಟೆರ್ಮಿನೇಟರ್ (ಇಂ): ಮ. 1.10, ಸಂ. 6.55 bbox=[637, 594, 841, 600]
theatre-cell: ಸರಸ್ವತಿ bbox=[637, 267, 649, 274]
theatre-cell: 2 ಪ್ರದರ್ಶನ bbox=[798, 234, 818, 241]
theatre-cell: 4 ಪ್ರದರ್ಶನ bbox=[798, 218, 818, 225]
theatre-row bbox=[635, 201, 843, 209]
pvr-box bbox=[632, 644, 846, 744]
theatre-table bbox=[635, 183, 843, 367]
hunsur-headline: ಹುಣಸೂರಿನಲ್ಲಿ ಅದ್ಧೂರಿ ಕನ್ನಡ ರಾಜ್ಯೋತ್ಸವ ಆಚರಣೆ bbox=[312, 433, 533, 448]
theatre-cell: (2448170) bbox=[678, 326, 705, 333]
theatre-cell: ದಂಡುಪಾಳ್ಯ-4 (ಕ) bbox=[740, 218, 772, 225]
missing-person-photo bbox=[580, 1028, 626, 1086]
theatre-cell: 2 ಪ್ರದರ್ಶನ bbox=[798, 301, 818, 308]
pvr-schedule bbox=[637, 665, 843, 709]
theatre-cell: ವುಡ್‌ಲ್ಯಾಂಡ್ಸ್ bbox=[637, 326, 660, 333]
pvr-line-2: ವಾರ್ (ಹಿ): ಮ. 12.05, ದಂಡುಪಾಳ್ಯ-4 (ಕ): ಮ. 2.15, ಸಂ. 6.20, ರಾ. 9.50 bbox=[637, 676, 782, 682]
pride-body-col1: ಎಚ್.ಡಿ.ಕೋಟೆ, ನ.2(ಮಂಜು)- ಕನ್ನಡ ಭಾಷೆ ಬಗ್ಗೆ ಪ್ರತಿಯೊಬ್ಬರೂ ಅಭಿಮಾನ ಬೆಳೆಸಿಕೊಳ್ಳಬೇಕು. ನಾಡು, ನುಡಿ, ನೆಲ, ಜಲದ ರಕ್ಷಣೆಗೆ ಎಲ್ಲರೂ ಒಗ್ಗಟ್ಟಾಗಿ ಹೋರಾಡಬೇಕು ಎಂದು ಶಾಸಕ ಅನಿಲ್ ಚಿಕ್ಕಮಾದು ಹೇಳಿದರು. ಪಟ್ಟಣದ ತಾಲೂಕು ಕ್ರೀಡಾಂಗಣದಲ್ಲಿ ನಡೆದ 64ನೇ ಕನ್ನಡ ರಾಜ್ಯೋತ್ಸವ ಕಾರ್ಯಕ್ರಮದಲ್ಲಿ ಧ್ವಜಾರೋಹಣ ನೆರವೇರಿಸಿ ಅವರು ಮಾತನಾಡಿದರು. bbox=[100, 826, 204, 877]
inox-title: ಐನಾಕ್ಸ್ ಮೂವೀಸ್ bbox=[701, 551, 757, 561]
inox-logo-text: INOX bbox=[644, 552, 686, 567]
olympic-headline: ಅರ್ಹತೆ ಪಡೆದ ಭಾರತ ಹಾಕಿ ತಂಡ bbox=[676, 773, 810, 787]
theatre-cell: 2 ಪ್ರದರ್ಶನ bbox=[798, 243, 818, 250]
theatre-cell bbox=[635, 275, 676, 283]
vehicle-photo-caption: ಪಿರಿಯಾಪಟ್ಟಣ ತಾಲೂಕಿನ ಸಾರಿಗೆ ಘಟಕದಲ್ಲಿ ಬಸ್‌ಗಳನ್ನು ವಿಶೇಷವಾಗಿ ಸಿಂಗರಿಸಿ ಕನ್ನಡ ರಾಜ್ಯೋತ್ಸವ ಆಚರಿಸಲಾಯಿತು. bbox=[198, 1140, 386, 1146]
theatre-cell: (2497199) bbox=[678, 193, 705, 200]
dot-magenta bbox=[461, 1253, 467, 1259]
drc-phone: ದೂ : 4240422/4241800 bbox=[695, 441, 770, 448]
main-body-col5: ಕೇಂದ್ರ ಸರ್ಕಾರ ದೇಶಾದ್ಯಂತ ಹಿಂದಿಯನ್ನು ಹೇರುವ ಪ್ರಯತ್ನ ನಡೆಸುತ್ತಿದೆ. ಹಿಂದಿ ಕೂಡ ಒಂದು ಪ್ರಾದೇಶಿಕ ಭಾಷೆ ಮಾತ್ರ. ಎಲ್ಲಾ ಭಾಷೆಗಳಿಗೂ ಸಮಾನ ಗೌರವ ನೀಡಬೇಕು ಎಂದು ಅವರು ಒತ್ತಾಯಿಸಿದರು. ತಾಲೂಕು ಕನ್ನಡ ಸಾಹಿತ್ಯ ಪರಿಷತ್ ಪದಾಧಿಕಾರಿಗಳು ಹಾಜರಿದ್ದರು. bbox=[530, 310, 626, 346]
elephant-headline: ಕಾಡಿನಿಂದ ನಾಡಿಗೆ ಬಂದ ಒಂಟಿ ಸಲಗ bbox=[100, 432, 306, 452]
dot-black bbox=[833, 1253, 839, 1259]
temple-body-col2: ಶ್ರೀಗಳ ಅನುಗ್ರಹದಿಂದ ಮಠದ ಅಭಿವೃದ್ಧಿ ಕಾರ್ಯಗಳು ಸುಗಮವಾಗಿ ನಡೆಯುತ್ತಿವೆ. ಭಕ್ತರ ಸಹಕಾರದಿಂದ ಸಭಾಂಗಣ ನಿರ್ಮಾಣವಾಗಿದೆ ಎಂದು ಮಠದ ವ್ಯವಸ್ಥಾಪಕರು ತಿಳಿಸಿದರು. ನೂರಾರು ಭಕ್ತರು ಭಾಗವಹಿಸಿದ್ದರು. bbox=[530, 812, 626, 841]
dot-yellow bbox=[824, 1253, 830, 1259]
margin-tick bbox=[59, 662, 73, 663]
vehicle-body-col1: ಪಿರಿಯಾಪಟ್ಟಣ, ನ.2(ಬಿಲ್‌ಎಸ್)- ಸಾರಿಗೆ ವಾಹನಗಳನ್ನು ವಿಶೇಷವಾಗಿ ಸಿಂಗರಿಸಿ ತಾಲೂಕಿನ ಕೆಎಸ್‌ಆರ್‌ಟಿಸಿ ಘಟಕದಲ್ಲಿ ಕನ್ನಡ ರಾಜ್ಯೋತ್ಸವ ಆಚರಿಸಲಾಯಿತು. ಘಟಕದ ಸಿಬ್ಬಂದಿ ಕನ್ನಡ ಧ್ವಜಗಳಿಂದ ಬಸ್‌ಗಳನ್ನು ಅಲಂಕರಿಸಿದ್ದರು. bbox=[100, 1034, 194, 1063]
theatre-cell: 3 ಪ್ರದರ್ಶನ bbox=[798, 276, 818, 283]
bus-body bbox=[215, 1059, 395, 1121]
theatre-row bbox=[635, 333, 843, 341]
theatre-cell: ರಾಘವೇಂದ್ರ bbox=[637, 251, 656, 258]
theatre-cell: ಹೌಸ್‌ಫುಲ್-4 (ಹಿ) bbox=[740, 292, 774, 299]
theatre-row bbox=[635, 284, 843, 292]
